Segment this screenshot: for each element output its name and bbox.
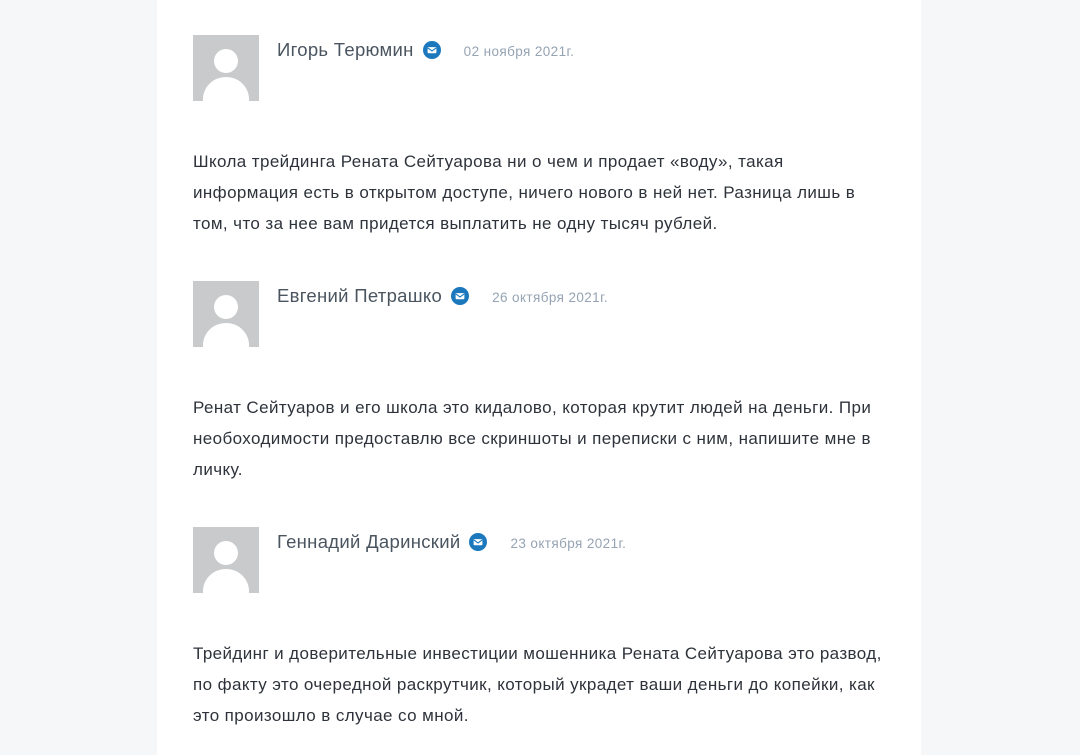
author-row: [277, 39, 574, 61]
envelope-icon: [451, 287, 469, 305]
comments-list: [157, 0, 921, 731]
comment-item: [193, 35, 921, 239]
comment-text: Школа трейдинга Рената Сейтуарова ни о чем и продает «воду», такая информация есть в открытом доступе, ничего нового в ней нет. Разница лишь в том, что за нее вам придется выплатить не одну тысяч рублей.: [193, 152, 856, 233]
person-silhouette-icon: [203, 77, 249, 101]
envelope-icon: [469, 533, 487, 551]
person-silhouette-icon: [214, 295, 238, 319]
comment-header: [193, 281, 921, 347]
avatar: [193, 35, 259, 101]
envelope-icon: [423, 41, 441, 59]
comment-item: [193, 527, 921, 731]
avatar: [193, 527, 259, 593]
person-silhouette-icon: [203, 323, 249, 347]
author-name: Евгений Петрашко: [277, 285, 443, 306]
comment-text: Ренат Сейтуаров и его школа это кидалово, которая крутит людей на деньги. При необоходимости предоставлю все скриншоты и переписки с ним, напишите мне в личку.: [193, 398, 872, 479]
reviews-panel: [157, 0, 921, 755]
person-silhouette-icon: [203, 569, 249, 593]
author-name: Игорь Терюмин: [277, 39, 414, 60]
comment-header: [193, 35, 921, 101]
person-silhouette-icon: [214, 49, 238, 73]
comment-text: Трейдинг и доверительные инвестиции мошенника Рената Сейтуарова это развод, по факту это очередной раскрутчик, который украдет ваши деньги до копейки, как это произошло в случае со мной.: [193, 644, 882, 725]
comment-date: 26 октября 2021г.: [492, 290, 608, 305]
author-name: Геннадий Даринский: [277, 531, 461, 552]
author-row: [277, 285, 608, 307]
comment-header: [193, 527, 921, 593]
comment-date: 23 октября 2021г.: [510, 536, 627, 551]
person-silhouette-icon: [214, 541, 238, 565]
avatar: [193, 281, 259, 347]
author-row: [277, 531, 626, 553]
comment-date: 02 ноября 2021г.: [463, 44, 575, 59]
comment-item: [193, 281, 921, 485]
